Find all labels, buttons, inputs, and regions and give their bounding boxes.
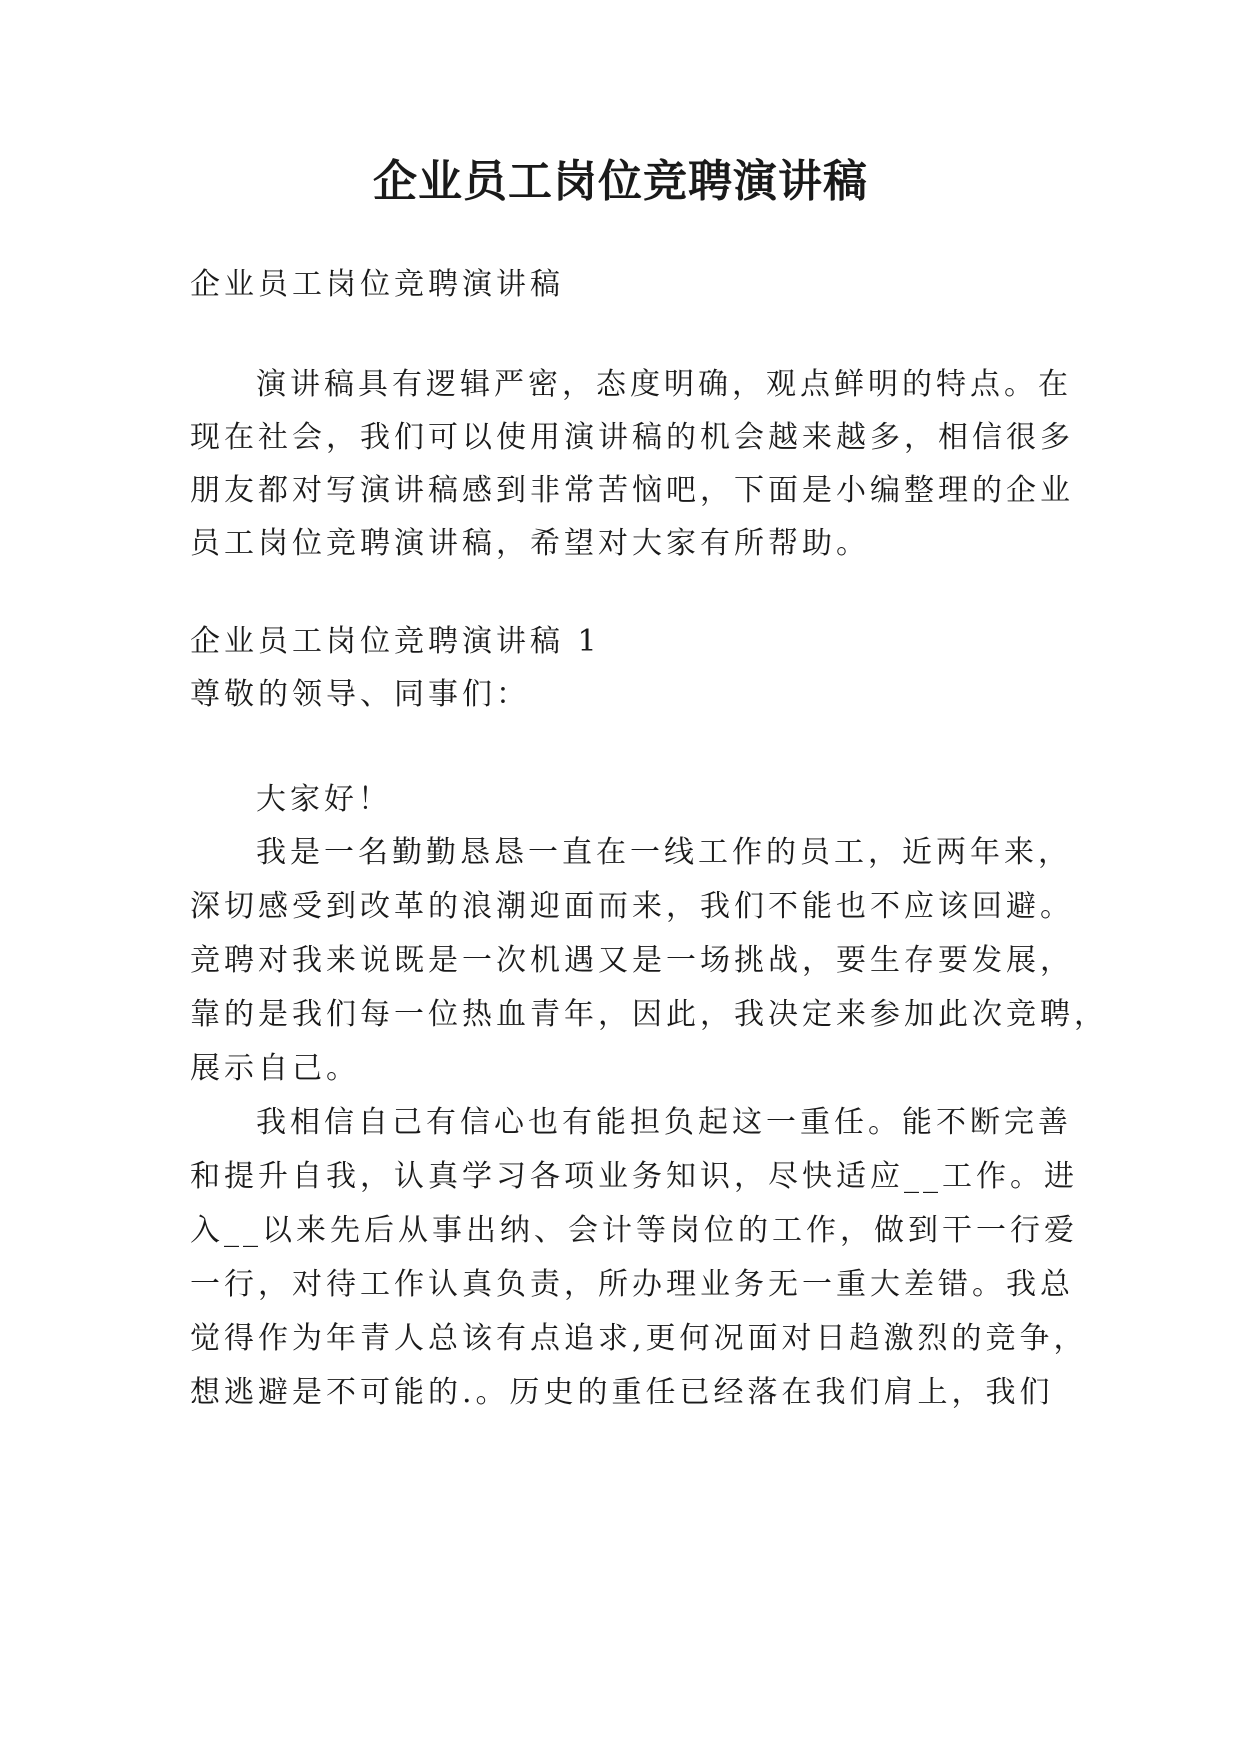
paragraph-line: 深切感受到改革的浪潮迎面而来，我们不能也不应该回避。 bbox=[190, 889, 1074, 924]
salutation: 尊敬的领导、同事们： bbox=[190, 677, 530, 712]
greeting: 大家好！ bbox=[256, 782, 392, 817]
paragraph-line: 我相信自己有信心也有能担负起这一重任。能不断完善 bbox=[256, 1105, 1072, 1140]
paragraph-line: 靠的是我们每一位热血青年，因此，我决定来参加此次竞聘， bbox=[190, 997, 1108, 1032]
intro-line: 现在社会，我们可以使用演讲稿的机会越来越多，相信很多 bbox=[190, 420, 1074, 455]
intro-line: 员工岗位竞聘演讲稿，希望对大家有所帮助。 bbox=[190, 526, 870, 561]
paragraph-line: 想逃避是不可能的.。历史的重任已经落在我们肩上，我们 bbox=[190, 1375, 1054, 1410]
paragraph-line: 入__以来先后从事出纳、会计等岗位的工作，做到干一行爱 bbox=[190, 1213, 1078, 1248]
document-title: 企业员工岗位竞聘演讲稿 bbox=[373, 156, 868, 207]
paragraph-line: 我是一名勤勤恳恳一直在一线工作的员工，近两年来， bbox=[256, 835, 1072, 870]
document-subtitle: 企业员工岗位竞聘演讲稿 bbox=[190, 267, 564, 302]
paragraph-line: 一行，对待工作认真负责，所办理业务无一重大差错。我总 bbox=[190, 1267, 1074, 1302]
paragraph-line: 和提升自我，认真学习各项业务知识，尽快适应__工作。进 bbox=[190, 1159, 1078, 1194]
paragraph-line: 展示自己。 bbox=[190, 1051, 360, 1086]
paragraph-line: 觉得作为年青人总该有点追求,更何况面对日趋激烈的竞争， bbox=[190, 1321, 1088, 1356]
intro-line: 朋友都对写演讲稿感到非常苦恼吧，下面是小编整理的企业 bbox=[190, 473, 1074, 508]
intro-line: 演讲稿具有逻辑严密，态度明确，观点鲜明的特点。在 bbox=[256, 367, 1072, 402]
paragraph-line: 竞聘对我来说既是一次机遇又是一场挑战，要生存要发展， bbox=[190, 943, 1074, 978]
section-heading: 企业员工岗位竞聘演讲稿 1 bbox=[190, 624, 601, 659]
